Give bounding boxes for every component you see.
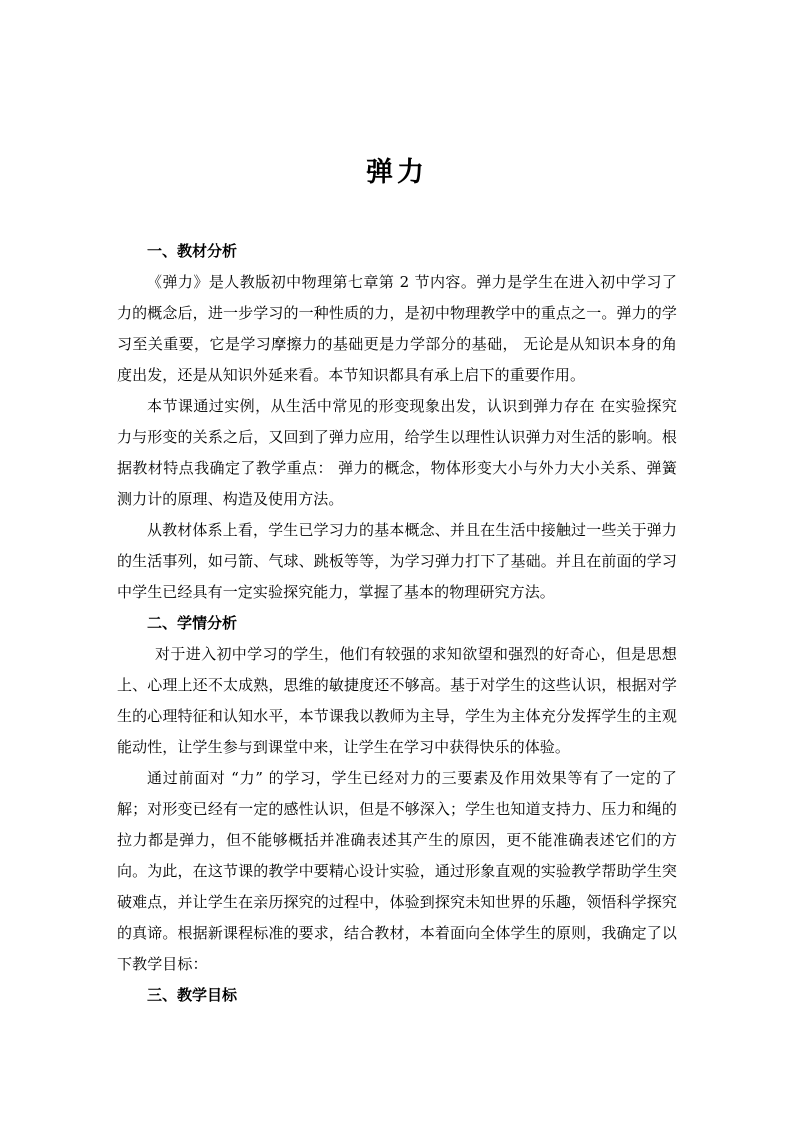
page-title: 弹力 xyxy=(366,157,428,188)
section-textbook-analysis xyxy=(117,236,677,608)
paragraph: 本节课通过实例，从生活中常见的形变现象出发，认识到弹力存在 在实验探究力与形变的关系之后，又回到了弹力应用，给学生以理性认识弹力对生活的影响。根据教材特点我确定了教学重点： 弹力的概念，物体形变大小与外力大小关系、弹簧测力计的原理、构造及使用方法。 xyxy=(117,397,677,508)
paragraph: 对于进入初中学习的学生，他们有较强的求知欲望和强烈的好奇心，但是思想上、心理上还不太成熟，思维的敏捷度还不够高。基于对学生的这些认识，根据对学生的心理特征和认知水平，本节课我以教师为主导，学生为主体充分发挥学生的主观能动性，让学生参与到课堂中来，让学生在学习中获得快乐的体验。 xyxy=(117,645,677,756)
document-body xyxy=(117,236,677,1011)
section-heading: 一、教材分析 xyxy=(147,242,238,260)
section-heading: 二、学情分析 xyxy=(147,614,238,632)
section-teaching-goals xyxy=(117,980,677,1011)
paragraph: 从教材体系上看，学生已学习力的基本概念、并且在生活中接触过一些关于弹力的生活事列，如弓箭、气球、跳板等等，为学习弹力打下了基础。并且在前面的学习中学生已经具有一定实验探究能力，掌握了基本的物理研究方法。 xyxy=(117,521,677,601)
paragraph: 《弹力》是人教版初中物理第七章第 2 节内容。弹力是学生在进入初中学习了力的概念后，进一步学习的一种性质的力，是初中物理教学中的重点之一。弹力的学习至关重要，它是学习摩擦力的基础更是力学部分的基础， 无论是从知识本身的角度出发，还是从知识外延来看。本节知识都具有承上启下的重要作用。 xyxy=(117,273,677,384)
paragraph: 通过前面对 “力” 的学习，学生已经对力的三要素及作用效果等有了一定的了解；对形变已经有一定的感性认识，但是不够深入；学生也知道支持力、压力和绳的拉力都是弹力，但不能够概括并准确表述其产生的原因，更不能准确表述它们的方向。为此，在这节课的教学中要精心设计实验，通过形象直观的实验教学帮助学生突破难点，并让学生在亲历探究的过程中，体验到探究未知世界的乐趣，领悟科学探究的真谛。根据新课程标准的要求，结合教材，本着面向全体学生的原则，我确定了以下教学目标： xyxy=(117,769,677,973)
section-student-analysis xyxy=(117,608,677,980)
section-heading: 三、教学目标 xyxy=(147,986,238,1004)
